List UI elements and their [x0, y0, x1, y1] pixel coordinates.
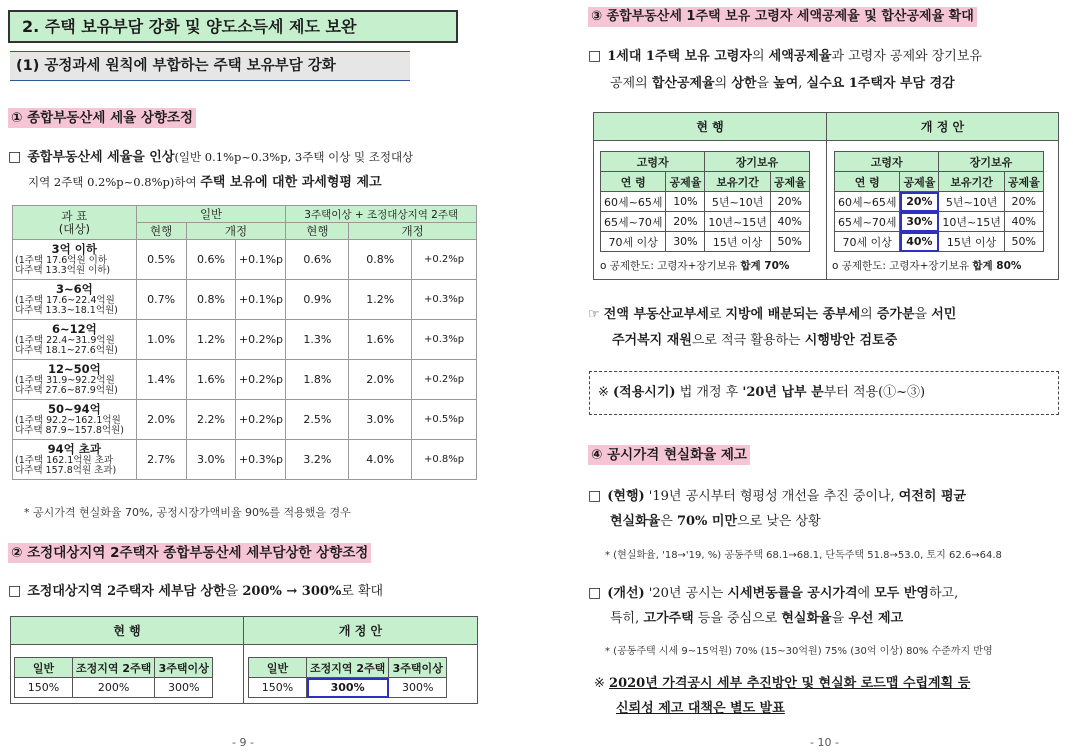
section-title: 2. 주택 보유부담 강화 및 양도소득세 제도 보완 [8, 10, 458, 43]
general-current-rate: 1.4% [136, 360, 186, 400]
longterm-header: 장기보유 [939, 152, 1043, 172]
table-row [835, 192, 1044, 212]
holding-period: 10년~15년 [939, 212, 1004, 232]
multi-current-rate: 1.8% [286, 360, 349, 400]
cap-table [10, 616, 478, 704]
age-rate: 20% [666, 212, 705, 232]
bracket-label: 6~12억 (1주택 22.4~31.9억원 다주택 18.1~27.6억원) [13, 320, 137, 360]
general-new-rate: 1.6% [186, 360, 236, 400]
cap-column-header: 일반 [15, 658, 73, 678]
item4-current-paragraph: □ (현행) '19년 공시부터 형평성 개선을 추진 중이나, 여전히 평균 현실화율은 70% 미만으로 낮은 상황 [588, 488, 967, 529]
multi-rate-change: +0.2%p [412, 240, 477, 280]
general-new-rate: 0.8% [186, 280, 236, 320]
age-header: 연 령 [835, 172, 900, 192]
credit-table [593, 112, 1059, 280]
cap-value: 300% [389, 678, 447, 698]
cap-current-header: 현 행 [11, 617, 244, 645]
checkbox-icon: □ [588, 488, 602, 504]
age-range: 60세~65세 [835, 192, 900, 212]
age-range: 70세 이상 [835, 232, 900, 252]
multi-rate-change: +0.2%p [412, 360, 477, 400]
age-rate: 30% [900, 212, 939, 232]
multi-current-rate: 1.3% [286, 320, 349, 360]
final-announcement: ※ 2020년 가격공시 세부 추진방안 및 현실화 로드맵 수립계획 등 신뢰성 제고 대책은 별도 발표 [594, 676, 971, 716]
bracket-label: 50~94억 (1주택 92.2~162.1억원 다주택 87.9~157.8억원) [13, 400, 137, 440]
multi-rate-change: +0.8%p [412, 440, 477, 480]
table-subheader: 개정 [186, 223, 286, 240]
period-rate: 20% [1004, 192, 1043, 212]
checkbox-icon: □ [8, 583, 22, 599]
period-header: 보유기간 [705, 172, 770, 192]
age-header: 연 령 [601, 172, 666, 192]
general-rate-change: +0.2%p [236, 400, 286, 440]
multi-new-rate: 1.6% [349, 320, 412, 360]
age-range: 60세~65세 [601, 192, 666, 212]
rate-header: 공제율 [770, 172, 809, 192]
general-rate-change: +0.2%p [236, 360, 286, 400]
current-limit-note: o 공제한도: 고령자+장기보유 합계 70% [600, 260, 790, 272]
table-subheader: 현행 [136, 223, 186, 240]
holding-period: 5년~10년 [705, 192, 770, 212]
tax-table-footnote: * 공시가격 현실화율 70%, 공정시장가액비율 90%를 적용했을 경우 [24, 506, 351, 519]
page-number: - 10 - [810, 736, 839, 749]
cap-value: 300% [155, 678, 213, 698]
subsection-title: (1) 공정과세 원칙에 부합하는 주택 보유부담 강화 [10, 51, 410, 81]
table-subheader: 개정 [349, 223, 477, 240]
age-rate: 20% [900, 192, 939, 212]
item3-paragraph: □ 1세대 1주택 보유 고령자의 세액공제율과 고령자 공제와 장기보유 공제의 합산공제율의 상한을 높여, 실수요 1주택자 부담 경감 [588, 48, 982, 91]
apply-period-box: ※ (적용시기) 법 개정 후 '20년 납부 분부터 적용(①~③) [589, 371, 1059, 415]
multi-rate-change: +0.5%p [412, 400, 477, 440]
item1-heading: ① 종합부동산세 세율 상향조정 [8, 108, 196, 128]
cap-column-header: 3주택이상 [155, 658, 213, 678]
cap-current-table [14, 657, 213, 698]
cap-reform-table [248, 657, 447, 698]
multi-current-rate: 3.2% [286, 440, 349, 480]
table-row [601, 232, 810, 252]
checkbox-icon: □ [8, 149, 22, 165]
age-rate: 40% [900, 232, 939, 252]
reform-limit-note: o 공제한도: 고령자+장기보유 합계 80% [832, 260, 1022, 272]
multi-new-rate: 1.2% [349, 280, 412, 320]
multi-new-rate: 3.0% [349, 400, 412, 440]
bracket-label: 3억 이하 (1주택 17.6억원 이하 다주택 13.3억원 이하) [13, 240, 137, 280]
table-header-general: 일반 [136, 206, 286, 223]
age-range: 65세~70세 [601, 212, 666, 232]
period-rate: 50% [1004, 232, 1043, 252]
multi-new-rate: 2.0% [349, 360, 412, 400]
credit-current-inner [600, 151, 810, 252]
rate-header: 공제율 [900, 172, 939, 192]
period-rate: 50% [770, 232, 809, 252]
checkbox-icon: □ [588, 585, 602, 601]
table-header-base: 과 표 (대상) [13, 206, 137, 240]
period-rate: 40% [770, 212, 809, 232]
general-new-rate: 3.0% [186, 440, 236, 480]
general-current-rate: 2.7% [136, 440, 186, 480]
holding-period: 15년 이상 [705, 232, 770, 252]
cap-column-header: 조정지역 2주택 [307, 658, 389, 678]
multi-current-rate: 2.5% [286, 400, 349, 440]
general-rate-change: +0.3%p [236, 440, 286, 480]
item1-paragraph: □ 종합부동산세 세율을 인상(일반 0.1%p~0.3%p, 3주택 이상 및 조정대상 지역 2주택 0.2%p~0.8%p)하여 주택 보유에 대한 과세형평 제고 [8, 149, 414, 190]
table-row [13, 320, 477, 360]
age-rate: 10% [666, 192, 705, 212]
cap-value: 200% [73, 678, 155, 698]
credit-reform-header: 개 정 안 [827, 113, 1058, 141]
table-row [13, 400, 477, 440]
bracket-label: 12~50억 (1주택 31.9~92.2억원 다주택 27.6~87.9억원) [13, 360, 137, 400]
item4-current-note: * (현실화율, '18→'19, %) 공동주택 68.1→68.1, 단독주택 51.8→53.0, 토지 62.6→64.8 [605, 550, 1002, 561]
holding-period: 10년~15년 [705, 212, 770, 232]
multi-current-rate: 0.9% [286, 280, 349, 320]
cap-column-header: 일반 [249, 658, 307, 678]
multi-rate-change: +0.3%p [412, 320, 477, 360]
pointing-hand-icon: ☞ [588, 307, 600, 322]
general-current-rate: 1.0% [136, 320, 186, 360]
multi-current-rate: 0.6% [286, 240, 349, 280]
cap-value: 150% [15, 678, 73, 698]
item3-heading: ③ 종합부동산세 1주택 보유 고령자 세액공제율 및 합산공제율 확대 [588, 7, 977, 27]
tax-rate-table [12, 205, 477, 480]
age-range: 65세~70세 [835, 212, 900, 232]
table-row [13, 240, 477, 280]
left-page [0, 0, 536, 752]
age-rate: 30% [666, 232, 705, 252]
page-number: - 9 - [232, 736, 254, 749]
rate-header: 공제율 [666, 172, 705, 192]
table-header-multi: 3주택이상 + 조정대상지역 2주택 [286, 206, 477, 223]
transfer-note: ☞ 전액 부동산교부세로 지방에 배분되는 종부세의 증가분을 서민 주거복지 재원으로 적극 활용하는 시행방안 검토중 [588, 307, 957, 348]
longterm-header: 장기보유 [705, 152, 809, 172]
table-row [13, 360, 477, 400]
item4-improve-note: * (공동주택 시세 9~15억원) 70% (15~30억원) 75% (30억 이상) 80% 수준까지 반영 [605, 646, 993, 657]
multi-new-rate: 4.0% [349, 440, 412, 480]
item4-heading: ④ 공시가격 현실화율 제고 [588, 445, 750, 465]
period-rate: 40% [1004, 212, 1043, 232]
table-subheader: 현행 [286, 223, 349, 240]
table-row [835, 232, 1044, 252]
bracket-label: 94억 초과 (1주택 162.1억원 초과 다주택 157.8억원 초과) [13, 440, 137, 480]
table-row [13, 440, 477, 480]
elderly-header: 고령자 [835, 152, 939, 172]
table-row [13, 280, 477, 320]
credit-reform-inner [834, 151, 1044, 252]
item2-heading: ② 조정대상지역 2주택자 종합부동산세 세부담상한 상향조정 [8, 543, 371, 563]
multi-rate-change: +0.3%p [412, 280, 477, 320]
general-rate-change: +0.2%p [236, 320, 286, 360]
holding-period: 15년 이상 [939, 232, 1004, 252]
table-row [601, 212, 810, 232]
bracket-label: 3~6억 (1주택 17.6~22.4억원 다주택 13.3~18.1억원) [13, 280, 137, 320]
general-new-rate: 0.6% [186, 240, 236, 280]
credit-current-header: 현 행 [594, 113, 827, 141]
cap-column-header: 3주택이상 [389, 658, 447, 678]
general-current-rate: 0.7% [136, 280, 186, 320]
cap-value: 300% [307, 678, 389, 698]
general-rate-change: +0.1%p [236, 240, 286, 280]
table-row [601, 192, 810, 212]
cap-column-header: 조정지역 2주택 [73, 658, 155, 678]
age-range: 70세 이상 [601, 232, 666, 252]
general-new-rate: 1.2% [186, 320, 236, 360]
general-current-rate: 2.0% [136, 400, 186, 440]
table-row [835, 212, 1044, 232]
holding-period: 5년~10년 [939, 192, 1004, 212]
right-page [537, 0, 1073, 752]
item2-paragraph: □ 조정대상지역 2주택자 세부담 상한을 200% → 300%로 확대 [8, 583, 384, 599]
rate-header: 공제율 [1004, 172, 1043, 192]
item4-improve-paragraph: □ (개선) '20년 공시는 시세변동률을 공시가격에 모두 반영하고, 특히, 고가주택 등을 중심으로 현실화율을 우선 제고 [588, 585, 959, 626]
cap-value: 150% [249, 678, 307, 698]
cap-reform-header: 개 정 안 [244, 617, 477, 645]
general-rate-change: +0.1%p [236, 280, 286, 320]
general-current-rate: 0.5% [136, 240, 186, 280]
period-rate: 20% [770, 192, 809, 212]
checkbox-icon: □ [588, 48, 602, 64]
general-new-rate: 2.2% [186, 400, 236, 440]
elderly-header: 고령자 [601, 152, 705, 172]
period-header: 보유기간 [939, 172, 1004, 192]
multi-new-rate: 0.8% [349, 240, 412, 280]
